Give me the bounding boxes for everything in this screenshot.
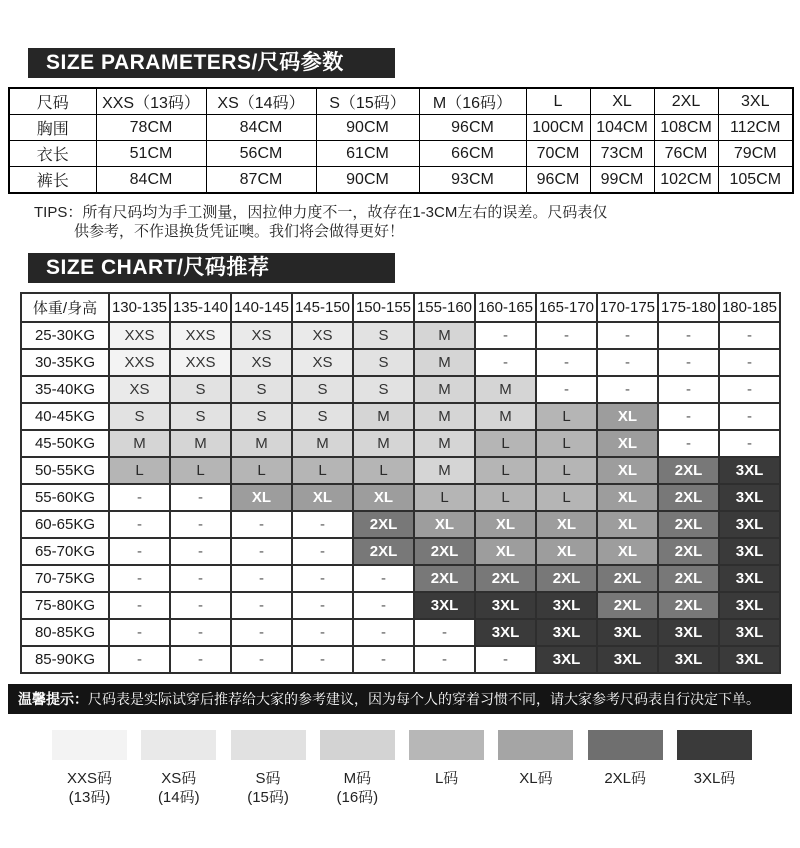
size-chart-cell: - <box>109 484 170 511</box>
size-chart-row <box>21 565 780 592</box>
size-chart-cell: S <box>292 403 353 430</box>
size-chart-cell: - <box>109 619 170 646</box>
legend-label <box>498 769 573 788</box>
legend-label-sub: (13码) <box>68 789 111 806</box>
size-chart-height-header: 140-145 <box>231 293 292 322</box>
size-chart-cell: L <box>231 457 292 484</box>
tips-line-2: 供参考，不作退换货凭证噢。我们将会做得更好！ <box>74 223 405 240</box>
size-chart-cell: XXS <box>170 322 231 349</box>
size-table-cell: 84CM <box>96 167 206 194</box>
size-chart-cell: XL <box>292 484 353 511</box>
size-chart-cell: XS <box>231 349 292 376</box>
size-chart-cell: 3XL <box>719 538 780 565</box>
legend-item <box>677 730 752 807</box>
size-table-row <box>9 115 793 141</box>
size-chart-row <box>21 646 780 673</box>
size-table-row <box>9 167 793 194</box>
size-chart-weight-label: 60-65KG <box>21 511 109 538</box>
legend-label <box>52 769 127 807</box>
size-chart-cell: - <box>292 565 353 592</box>
size-chart-cell: XXS <box>109 349 170 376</box>
size-chart-body <box>21 322 780 673</box>
size-chart-cell: - <box>292 646 353 673</box>
size-chart-cell: 3XL <box>475 592 536 619</box>
size-chart-title: SIZE CHART/尺码推荐 <box>46 256 270 279</box>
size-chart-cell: - <box>658 322 719 349</box>
size-chart-row <box>21 619 780 646</box>
size-chart-cell: S <box>231 376 292 403</box>
legend-label <box>677 769 752 788</box>
size-chart-cell: S <box>353 349 414 376</box>
size-chart-cell: M <box>475 376 536 403</box>
size-chart-cell: - <box>292 619 353 646</box>
size-chart-cell: - <box>170 646 231 673</box>
size-chart-cell: - <box>536 322 597 349</box>
size-chart-cell: - <box>719 403 780 430</box>
size-chart-cell: M <box>353 430 414 457</box>
warm-tips-text: 尺码表是实际试穿后推荐给大家的参考建议，因为每个人的穿着习惯不同，请大家参考尺码表自行决定下单。 <box>88 691 760 707</box>
size-table-cell: 96CM <box>419 115 526 141</box>
size-chart-cell: - <box>536 376 597 403</box>
size-chart-banner <box>28 253 395 283</box>
size-chart-cell: L <box>536 457 597 484</box>
size-chart-cell: S <box>353 376 414 403</box>
size-chart-height-header: 155-160 <box>414 293 475 322</box>
size-table-cell: 112CM <box>718 115 793 141</box>
legend-label-size: XS码 <box>161 770 197 787</box>
size-chart-cell: 2XL <box>353 538 414 565</box>
legend-label <box>588 769 663 788</box>
size-chart-cell: L <box>109 457 170 484</box>
warm-tips-prefix: 温馨提示： <box>18 691 88 707</box>
size-chart-cell: - <box>170 565 231 592</box>
size-chart-cell: M <box>475 403 536 430</box>
size-chart-row <box>21 484 780 511</box>
size-chart-weight-label: 25-30KG <box>21 322 109 349</box>
size-chart-cell: XL <box>475 538 536 565</box>
size-chart-table <box>20 292 781 674</box>
size-chart-cell: M <box>414 430 475 457</box>
size-chart-cell: - <box>414 619 475 646</box>
size-chart-weight-label: 45-50KG <box>21 430 109 457</box>
size-chart-header <box>21 293 780 322</box>
legend-swatch <box>320 730 395 760</box>
size-chart-cell: - <box>231 646 292 673</box>
size-chart-cell: 3XL <box>719 484 780 511</box>
size-chart-cell: XL <box>597 430 658 457</box>
tips-line-1: TIPS：所有尺码均为手工测量，因拉伸力度不一，故存在1-3CM左右的误差。尺码表仅 <box>34 204 608 221</box>
size-chart-row <box>21 376 780 403</box>
size-table-cell: 100CM <box>526 115 590 141</box>
size-chart-cell: - <box>170 538 231 565</box>
size-chart-cell: S <box>109 403 170 430</box>
size-chart-cell: S <box>292 376 353 403</box>
size-chart-cell: 2XL <box>414 538 475 565</box>
size-table-header-cell: XS（14码） <box>206 88 316 115</box>
legend-label-size: XL码 <box>519 770 553 787</box>
size-chart-cell: - <box>353 592 414 619</box>
size-chart-cell: M <box>414 403 475 430</box>
size-chart-cell: 2XL <box>658 565 719 592</box>
size-chart-cell: 2XL <box>353 511 414 538</box>
size-table-cell: 56CM <box>206 141 316 167</box>
size-table-cell: 70CM <box>526 141 590 167</box>
size-chart-cell: 3XL <box>719 511 780 538</box>
legend-label-size: M码 <box>343 770 372 787</box>
size-chart-cell: - <box>109 592 170 619</box>
size-chart-cell: M <box>292 430 353 457</box>
legend-item <box>588 730 663 807</box>
size-chart-cell: XL <box>414 511 475 538</box>
legend-label-sub: (15码) <box>247 789 289 806</box>
size-parameters-table-body <box>9 88 793 193</box>
legend-swatch <box>588 730 663 760</box>
size-chart-row <box>21 322 780 349</box>
size-chart-cell: - <box>475 322 536 349</box>
legend-swatch <box>677 730 752 760</box>
size-table-cell: 61CM <box>316 141 419 167</box>
legend-label <box>409 769 484 788</box>
size-chart-cell: 3XL <box>658 646 719 673</box>
size-chart-cell: - <box>170 619 231 646</box>
size-chart-cell: 3XL <box>658 619 719 646</box>
size-chart-cell: - <box>658 430 719 457</box>
size-chart-height-header: 165-170 <box>536 293 597 322</box>
size-chart-cell: - <box>170 511 231 538</box>
legend-label <box>320 769 395 807</box>
size-chart-cell: 3XL <box>719 565 780 592</box>
size-chart-cell: - <box>414 646 475 673</box>
size-table-cell: 78CM <box>96 115 206 141</box>
size-chart-corner-cell: 体重/身高 <box>21 293 109 322</box>
legend-label-sub: (14码) <box>157 789 200 806</box>
size-chart-cell: M <box>231 430 292 457</box>
size-chart-cell: XXS <box>109 322 170 349</box>
legend-swatch <box>52 730 127 760</box>
size-chart-cell: - <box>231 619 292 646</box>
size-chart-cell: 2XL <box>597 565 658 592</box>
size-chart-cell: 2XL <box>658 538 719 565</box>
size-table-header-cell: XXS（13码） <box>96 88 206 115</box>
size-chart-height-header: 170-175 <box>597 293 658 322</box>
size-chart-cell: - <box>353 646 414 673</box>
size-chart-weight-label: 55-60KG <box>21 484 109 511</box>
size-chart-weight-label: 85-90KG <box>21 646 109 673</box>
size-chart-cell: 3XL <box>597 619 658 646</box>
size-chart-weight-label: 80-85KG <box>21 619 109 646</box>
size-chart-cell: XXS <box>170 349 231 376</box>
size-chart-cell: 2XL <box>658 457 719 484</box>
legend-item <box>141 730 216 807</box>
size-chart-row <box>21 538 780 565</box>
size-table-header-cell: 2XL <box>654 88 718 115</box>
size-chart-cell: - <box>719 376 780 403</box>
size-table-header-cell: 3XL <box>718 88 793 115</box>
size-chart-weight-label: 40-45KG <box>21 403 109 430</box>
size-chart-cell: XL <box>597 511 658 538</box>
size-table-cell: 102CM <box>654 167 718 194</box>
legend-label <box>231 769 306 807</box>
size-table-cell: 104CM <box>590 115 654 141</box>
size-chart-cell: 3XL <box>597 646 658 673</box>
size-table-row <box>9 141 793 167</box>
size-chart-cell: 3XL <box>719 592 780 619</box>
legend-label-size: XXS码 <box>66 770 112 787</box>
warm-tips-bar <box>8 684 792 714</box>
size-chart-cell: XL <box>536 511 597 538</box>
size-legend <box>52 730 752 807</box>
size-table-cell: 90CM <box>316 167 419 194</box>
size-table-header-row <box>9 88 793 115</box>
size-chart-cell: XL <box>597 484 658 511</box>
size-table-cell: 93CM <box>419 167 526 194</box>
size-table-cell: 108CM <box>654 115 718 141</box>
size-table-header-cell: S（15码） <box>316 88 419 115</box>
size-chart-cell: XS <box>231 322 292 349</box>
size-chart-cell: 2XL <box>658 511 719 538</box>
legend-item <box>52 730 127 807</box>
size-chart-height-header: 145-150 <box>292 293 353 322</box>
legend-label <box>141 769 216 807</box>
legend-label-size: S码 <box>255 770 281 787</box>
size-chart-row <box>21 430 780 457</box>
size-chart-cell: - <box>170 484 231 511</box>
size-chart-cell: - <box>170 592 231 619</box>
size-chart-cell: 3XL <box>536 646 597 673</box>
size-chart-cell: M <box>109 430 170 457</box>
size-chart-cell: M <box>170 430 231 457</box>
size-chart-cell: - <box>231 511 292 538</box>
size-chart-cell: - <box>353 619 414 646</box>
legend-label-size: L码 <box>434 770 459 787</box>
size-chart-cell: 3XL <box>414 592 475 619</box>
legend-label-sub: (16码) <box>336 789 379 806</box>
size-chart-weight-label: 50-55KG <box>21 457 109 484</box>
size-chart-cell: M <box>353 403 414 430</box>
size-chart-cell: L <box>475 430 536 457</box>
size-chart-cell: 3XL <box>536 619 597 646</box>
size-chart-cell: - <box>719 322 780 349</box>
size-chart-cell: L <box>170 457 231 484</box>
size-chart-cell: L <box>536 403 597 430</box>
size-chart-cell: - <box>292 592 353 619</box>
size-chart-cell: - <box>475 349 536 376</box>
size-chart-cell: XL <box>475 511 536 538</box>
size-chart-cell: L <box>353 457 414 484</box>
size-table-row-label: 裤长 <box>9 167 96 194</box>
size-chart-cell: L <box>292 457 353 484</box>
size-table-cell: 51CM <box>96 141 206 167</box>
size-chart-cell: M <box>414 376 475 403</box>
size-chart-row <box>21 511 780 538</box>
size-table-cell: 96CM <box>526 167 590 194</box>
size-chart-weight-label: 30-35KG <box>21 349 109 376</box>
size-guide-page <box>0 48 800 807</box>
size-table-header-cell: 尺码 <box>9 88 96 115</box>
legend-label-size: 3XL码 <box>693 770 736 787</box>
legend-item <box>231 730 306 807</box>
size-chart-height-header: 135-140 <box>170 293 231 322</box>
legend-swatch <box>498 730 573 760</box>
size-chart-cell: L <box>414 484 475 511</box>
size-chart-cell: S <box>231 403 292 430</box>
size-chart-cell: 3XL <box>536 592 597 619</box>
size-chart-cell: 2XL <box>475 565 536 592</box>
size-table-cell: 90CM <box>316 115 419 141</box>
size-chart-cell: - <box>597 349 658 376</box>
size-chart-cell: 3XL <box>719 619 780 646</box>
size-chart-cell: XL <box>231 484 292 511</box>
size-chart-cell: - <box>292 538 353 565</box>
size-table-row-label: 衣长 <box>9 141 96 167</box>
size-chart-cell: - <box>597 376 658 403</box>
legend-item <box>409 730 484 807</box>
size-chart-cell: XS <box>109 376 170 403</box>
legend-item <box>498 730 573 807</box>
size-chart-cell: - <box>292 511 353 538</box>
size-chart-height-header: 130-135 <box>109 293 170 322</box>
size-chart-cell: - <box>597 322 658 349</box>
size-chart-cell: 3XL <box>719 457 780 484</box>
size-chart-cell: - <box>536 349 597 376</box>
legend-label-size: 2XL码 <box>604 770 647 787</box>
size-chart-header-row <box>21 293 780 322</box>
size-chart-cell: L <box>536 484 597 511</box>
size-chart-cell: - <box>658 376 719 403</box>
size-chart-height-header: 150-155 <box>353 293 414 322</box>
size-chart-cell: 2XL <box>536 565 597 592</box>
size-table-cell: 79CM <box>718 141 793 167</box>
size-chart-cell: XL <box>536 538 597 565</box>
size-chart-cell: - <box>475 646 536 673</box>
size-chart-cell: - <box>109 565 170 592</box>
size-table-header-cell: L <box>526 88 590 115</box>
size-chart-cell: XL <box>353 484 414 511</box>
size-chart-cell: S <box>353 322 414 349</box>
size-chart-row <box>21 349 780 376</box>
size-table-cell: 105CM <box>718 167 793 194</box>
size-chart-cell: XL <box>597 457 658 484</box>
size-chart-cell: XL <box>597 538 658 565</box>
size-parameters-table <box>8 87 794 194</box>
legend-swatch <box>141 730 216 760</box>
size-chart-cell: - <box>231 565 292 592</box>
size-chart-cell: - <box>658 349 719 376</box>
legend-swatch <box>231 730 306 760</box>
size-table-cell: 84CM <box>206 115 316 141</box>
size-chart-cell: XS <box>292 322 353 349</box>
size-table-cell: 99CM <box>590 167 654 194</box>
size-table-header-cell: XL <box>590 88 654 115</box>
size-chart-cell: XS <box>292 349 353 376</box>
size-chart-cell: 2XL <box>597 592 658 619</box>
size-chart-row <box>21 592 780 619</box>
size-chart-cell: - <box>109 538 170 565</box>
size-chart-cell: L <box>475 484 536 511</box>
size-chart-height-header: 180-185 <box>719 293 780 322</box>
size-chart-cell: - <box>353 565 414 592</box>
size-chart-cell: - <box>719 430 780 457</box>
size-chart-cell: XL <box>597 403 658 430</box>
tips-note <box>34 203 800 241</box>
size-chart-cell: 3XL <box>475 619 536 646</box>
size-chart-weight-label: 65-70KG <box>21 538 109 565</box>
size-table-cell: 87CM <box>206 167 316 194</box>
size-chart-cell: - <box>719 349 780 376</box>
size-chart-cell: S <box>170 403 231 430</box>
size-parameters-title: SIZE PARAMETERS/尺码参数 <box>46 51 344 74</box>
size-chart-cell: M <box>414 349 475 376</box>
size-chart-cell: 2XL <box>658 484 719 511</box>
size-table-cell: 66CM <box>419 141 526 167</box>
size-chart-cell: 2XL <box>658 592 719 619</box>
size-chart-cell: S <box>170 376 231 403</box>
size-table-cell: 76CM <box>654 141 718 167</box>
size-chart-weight-label: 75-80KG <box>21 592 109 619</box>
size-chart-cell: M <box>414 322 475 349</box>
size-chart-cell: - <box>109 511 170 538</box>
size-chart-cell: - <box>658 403 719 430</box>
size-parameters-banner <box>28 48 395 78</box>
size-chart-cell: 3XL <box>719 646 780 673</box>
size-chart-weight-label: 35-40KG <box>21 376 109 403</box>
size-table-cell: 73CM <box>590 141 654 167</box>
size-table-header-cell: M（16码） <box>419 88 526 115</box>
size-chart-cell: M <box>414 457 475 484</box>
size-chart-cell: 2XL <box>414 565 475 592</box>
size-chart-weight-label: 70-75KG <box>21 565 109 592</box>
size-chart-cell: - <box>109 646 170 673</box>
legend-item <box>320 730 395 807</box>
legend-swatch <box>409 730 484 760</box>
size-chart-cell: - <box>231 538 292 565</box>
size-chart-row <box>21 403 780 430</box>
size-chart-height-header: 175-180 <box>658 293 719 322</box>
size-chart-cell: L <box>475 457 536 484</box>
size-chart-height-header: 160-165 <box>475 293 536 322</box>
size-chart-cell: - <box>231 592 292 619</box>
size-chart-row <box>21 457 780 484</box>
size-table-row-label: 胸围 <box>9 115 96 141</box>
size-chart-cell: L <box>536 430 597 457</box>
